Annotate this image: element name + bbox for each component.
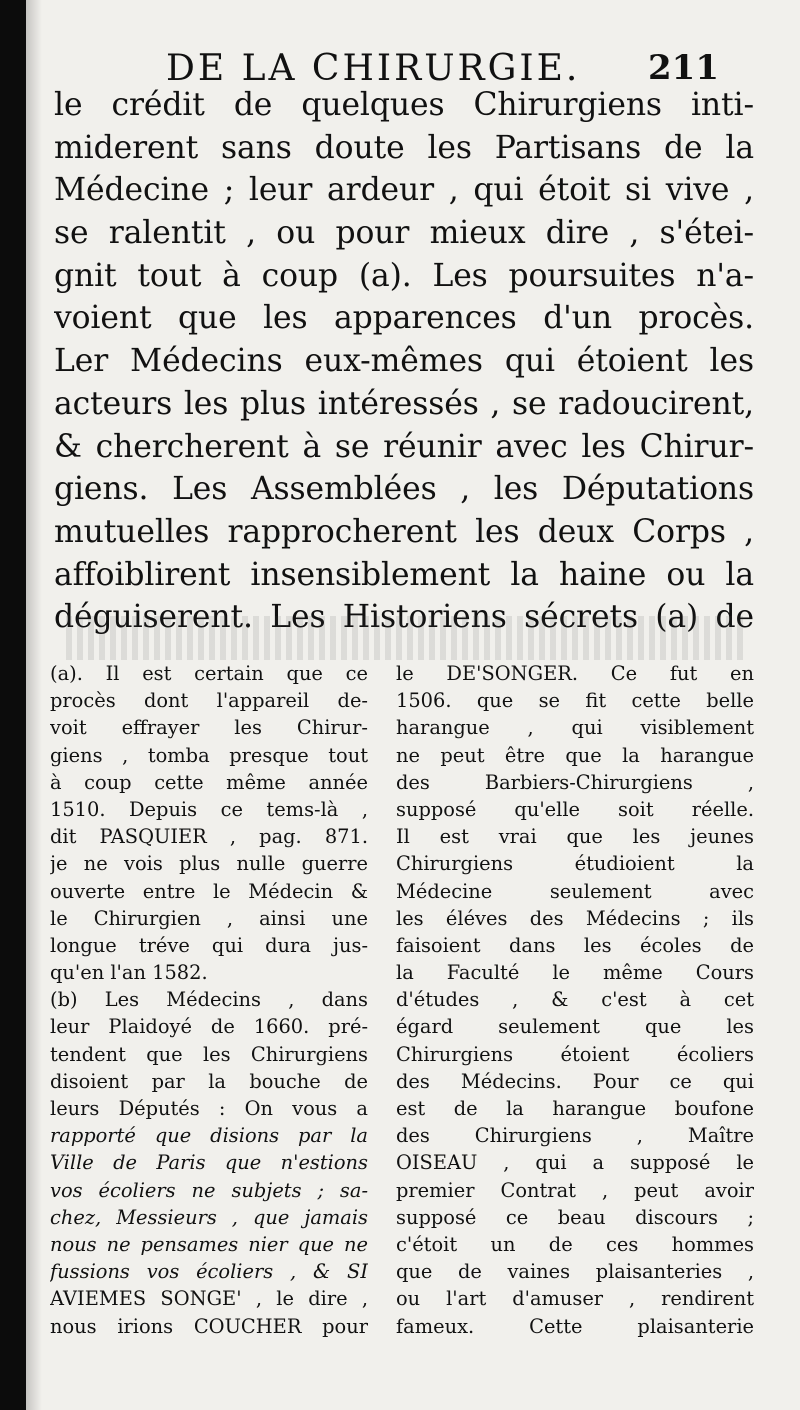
footnote-line: (a). Il est certain que ce	[50, 662, 368, 685]
main-text-line: & chercherent à se réunir avec les Chirur-	[54, 428, 754, 465]
footnote-line: est de la harangue boufone	[396, 1097, 754, 1120]
main-text-line: miderent sans doute les Partisans de la	[54, 129, 754, 166]
footnote-line: c'étoit un de ces hommes	[396, 1232, 754, 1256]
footnote-line: fameux. Cette plaisanterie	[396, 1314, 754, 1338]
main-text-line: Médecine ; leur ardeur , qui étoit si vive ,	[54, 172, 754, 209]
footnote-column-left	[50, 660, 368, 1340]
footnote-line: dit PASQUIER , pag. 871.	[50, 825, 368, 849]
footnote-line: égard seulement que les	[396, 1015, 754, 1039]
gutter-shadow	[26, 0, 42, 1410]
footnote-line: OISEAU , qui a supposé le	[396, 1151, 754, 1175]
main-text-line: voient que les apparences d'un procès.	[54, 300, 754, 337]
book-page	[26, 0, 800, 1410]
footnote-line: nous irions COUCHER pour	[50, 1314, 368, 1338]
footnote-line: supposé qu'elle soit réelle.	[396, 797, 754, 821]
footnote-line: la Faculté le même Cours	[396, 961, 754, 985]
main-text-line: se ralentit , ou pour mieux dire , s'étei-	[54, 215, 754, 252]
footnote-line: d'études , & c'est à cet	[396, 988, 754, 1012]
footnote-line: longue tréve qui dura jus-	[50, 933, 368, 957]
footnotes	[50, 660, 760, 1380]
main-text-line: affoiblirent insensiblement la haine ou la	[54, 556, 754, 593]
footnote-line: rapporté que disions par la	[50, 1124, 368, 1148]
footnote-line: procès dont l'appareil de-	[50, 689, 368, 713]
footnote-line: voit effrayer les Chirur-	[50, 716, 368, 740]
footnote-line: qu'en l'an 1582.	[50, 961, 208, 985]
footnote-line: ne peut être que la harangue	[396, 743, 754, 767]
footnote-line: des Médecins. Pour ce qui	[396, 1069, 754, 1093]
footnote-line: vos écoliers ne subjets ; sa-	[50, 1178, 368, 1202]
main-text-line: gnit tout à coup (a). Les poursuites n'a-	[54, 257, 754, 294]
page-number: 211	[648, 48, 719, 88]
main-text-line: Ler Médecins eux-mêmes qui étoient les	[54, 343, 754, 380]
footnote-line: premier Contrat , peut avoir	[396, 1178, 754, 1202]
footnote-line: (b) Les Médecins , dans	[50, 988, 368, 1012]
footnote-line: giens , tomba presque tout	[50, 743, 368, 767]
footnote-line: que de vaines plaisanteries ,	[396, 1260, 754, 1284]
main-text-line: mutuelles rapprocherent les deux Corps ,	[54, 513, 754, 550]
footnote-line: les éléves des Médecins ; ils	[396, 906, 754, 930]
footnote-line: à coup cette même année	[50, 770, 368, 794]
footnote-line: 1510. Depuis ce tems-là ,	[50, 797, 368, 821]
footnote-line: 1506. que se fit cette belle	[396, 689, 754, 713]
footnote-line: Chirurgiens étoient écoliers	[396, 1042, 754, 1066]
footnote-line: des Chirurgiens , Maître	[396, 1124, 754, 1148]
footnote-line: fussions vos écoliers , & SI	[50, 1260, 368, 1284]
footnote-line: AVIEMES SONGE' , le dire ,	[50, 1287, 368, 1311]
main-text-line: giens. Les Assemblées , les Députations	[54, 471, 754, 508]
footnote-line: le DE'SONGER. Ce fut en	[396, 662, 754, 685]
footnote-line: ou l'art d'amuser , rendirent	[396, 1287, 754, 1311]
main-text-line: le crédit de quelques Chirurgiens inti-	[54, 87, 754, 123]
footnote-line: disoient par la bouche de	[50, 1069, 368, 1093]
main-text-line: acteurs les plus intéressés , se radoucirent,	[54, 385, 754, 422]
footnote-line: harangue , qui visiblement	[396, 716, 754, 740]
footnote-line: nous ne pensames nier que ne	[50, 1232, 368, 1256]
footnote-line: leurs Députés : On vous a	[50, 1097, 368, 1120]
footnote-line: Il est vrai que les jeunes	[396, 825, 754, 849]
footnote-line: supposé ce beau discours ;	[396, 1205, 754, 1229]
footnote-column-right	[396, 660, 754, 1340]
footnote-line: le Chirurgien , ainsi une	[50, 906, 368, 930]
footnote-line: Médecine seulement avec	[396, 879, 754, 903]
main-text-block	[54, 84, 754, 639]
footnote-line: chez, Messieurs , que jamais	[50, 1205, 368, 1229]
footnote-line: je ne vois plus nulle guerre	[50, 852, 368, 876]
footnote-line: Ville de Paris que n'estions	[50, 1151, 368, 1175]
footnote-line: des Barbiers-Chirurgiens ,	[396, 770, 754, 794]
footnote-line: ouverte entre le Médecin &	[50, 879, 368, 903]
footnote-line: tendent que les Chirurgiens	[50, 1042, 368, 1066]
footnote-line: Chirurgiens étudioient la	[396, 852, 754, 876]
running-head: DE LA CHIRURGIE.	[166, 48, 581, 89]
bleed-through-text	[66, 616, 746, 660]
footnote-line: leur Plaidoyé de 1660. pré-	[50, 1015, 368, 1039]
main-text-line: déguiserent. Les Historiens sécrets (a) de	[54, 599, 754, 636]
footnote-line: faisoient dans les écoles de	[396, 933, 754, 957]
